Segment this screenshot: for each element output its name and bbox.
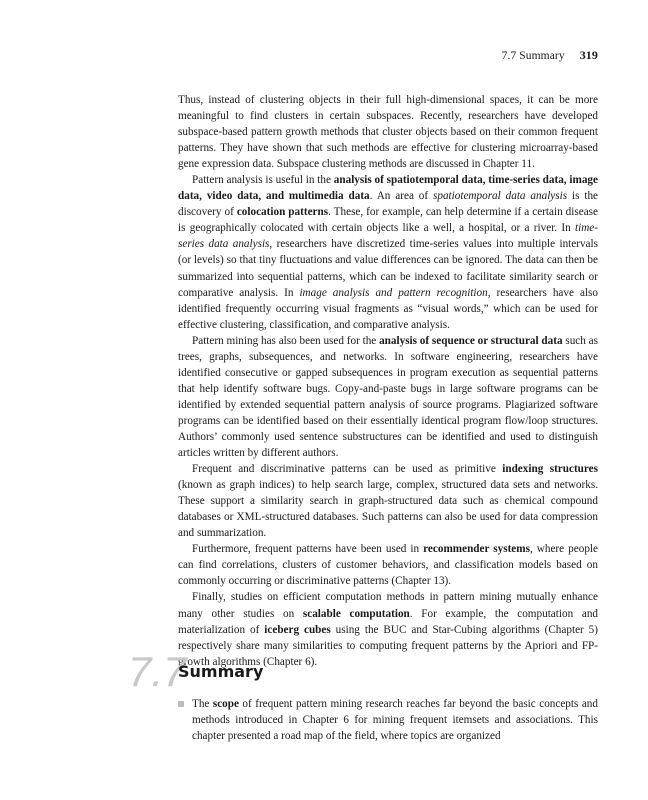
bold-term: indexing structures bbox=[502, 463, 598, 476]
text-run: . For example, the computation and materialization of bbox=[178, 607, 599, 636]
section-number: 7.7 bbox=[128, 648, 187, 695]
section-heading bbox=[128, 648, 598, 695]
bold-term: analysis of sequence or structural data bbox=[379, 334, 563, 347]
italic-term: time-series data analysis bbox=[178, 222, 598, 251]
text-run: , researchers have also identified frequently occurring visual fragments as “visual words,” which can be used for effective clustering, classification, and comparative analysis. bbox=[178, 286, 598, 331]
text-run: . These, for example, can help determine if a certain disease is geographically colocated with certain objects like a well, a hospital, or a river. In bbox=[178, 206, 598, 235]
text-run: using the BUC and Star-Cubing algorithms (Chapter 5) respectively share many similarities to computing frequent patterns by the Apriori and FP-growth algorithms (Chapter 6). bbox=[178, 623, 599, 668]
body-text bbox=[178, 92, 598, 670]
text-run: of frequent pattern mining research reaches far beyond the basic concepts and methods introduced in Chapter 6 for mining frequent itemsets and associations. This chapter presented a road map of the field, where topics are organized bbox=[192, 698, 598, 743]
text-run: . An area of bbox=[369, 190, 433, 203]
section-title: Summary bbox=[178, 662, 264, 681]
text-run: The bbox=[192, 698, 213, 710]
paragraph bbox=[178, 461, 598, 541]
bold-term: colocation patterns bbox=[236, 206, 329, 219]
running-header bbox=[502, 48, 598, 63]
italic-term: spatiotemporal data analysis bbox=[433, 190, 568, 203]
list-item bbox=[178, 696, 598, 744]
paragraph bbox=[178, 172, 598, 332]
text-run: Pattern mining has also been used for the bbox=[192, 334, 380, 347]
text-run: Finally, studies on efficient computation methods in pattern mining mutually enhance many other studies on bbox=[178, 591, 598, 620]
italic-term: image analysis and pattern recognition bbox=[299, 286, 488, 299]
page-number: 319 bbox=[579, 48, 598, 62]
text-run: (known as graph indices) to help search large, complex, structured data sets and networks. These support a similarity search in graph-structured data such as chemical compound databases or XML-structured databases. Such patterns can also be used for data compression and summarization. bbox=[178, 479, 598, 540]
bold-term: analysis of spatiotemporal data, time-series data, image data, video data, and multimedia data bbox=[178, 174, 598, 203]
paragraph bbox=[178, 333, 598, 461]
bold-term: recommender systems bbox=[423, 543, 530, 556]
bullet-square-icon bbox=[178, 701, 184, 707]
paragraph bbox=[178, 541, 598, 589]
text-run: such as trees, graphs, subsequences, and networks. In software engineering, researchers have identified consecutive or gapped subsequences in program execution as sequential patterns that help identify software bugs. Copy-and-paste bugs in large software programs can be identified by extended sequential pattern analysis of source programs. Plagiarized software programs can be identified based on their essentially identical program flow/loop structures. Authors’ commonly used sentence substructures can be identified and used to distinguish articles written by different authors. bbox=[178, 334, 598, 460]
text-run: , researchers have discretized time-series values into multiple intervals (or levels) so that tiny fluctuations and value differences can be ignored. The data can then be summarized into sequential patterns, which can be indexed to facilitate similarity search or comparative analysis. In bbox=[178, 238, 598, 299]
bold-term: scalable computation bbox=[302, 607, 410, 620]
text-run: Thus, instead of clustering objects in their full high-dimensional spaces, it can be more meaningful to find clusters in certain subspaces. Recently, researchers have developed subspace-based pattern growth methods that cluster objects based on their common frequent patterns. They have shown that such methods are effective for clustering microarray-based gene expression data. Subspace clustering methods are discussed in Chapter 11. bbox=[178, 94, 598, 171]
running-header-section: 7.7 Summary bbox=[501, 50, 565, 62]
text-run: , where people can find correlations, clusters of customer behaviors, and classification models based on commonly occurring or discriminative patterns (Chapter 13). bbox=[178, 543, 598, 588]
text-run: Frequent and discriminative patterns can be used as primitive bbox=[192, 463, 503, 476]
bold-term: scope bbox=[212, 698, 239, 710]
bullet-text bbox=[192, 698, 598, 742]
text-run: Furthermore, frequent patterns have been used in bbox=[192, 543, 424, 556]
bold-term: iceberg cubes bbox=[264, 623, 331, 636]
text-run: is the discovery of bbox=[178, 190, 598, 219]
text-run: Pattern analysis is useful in the bbox=[192, 174, 334, 187]
paragraph bbox=[178, 92, 598, 172]
summary-list bbox=[178, 696, 598, 744]
